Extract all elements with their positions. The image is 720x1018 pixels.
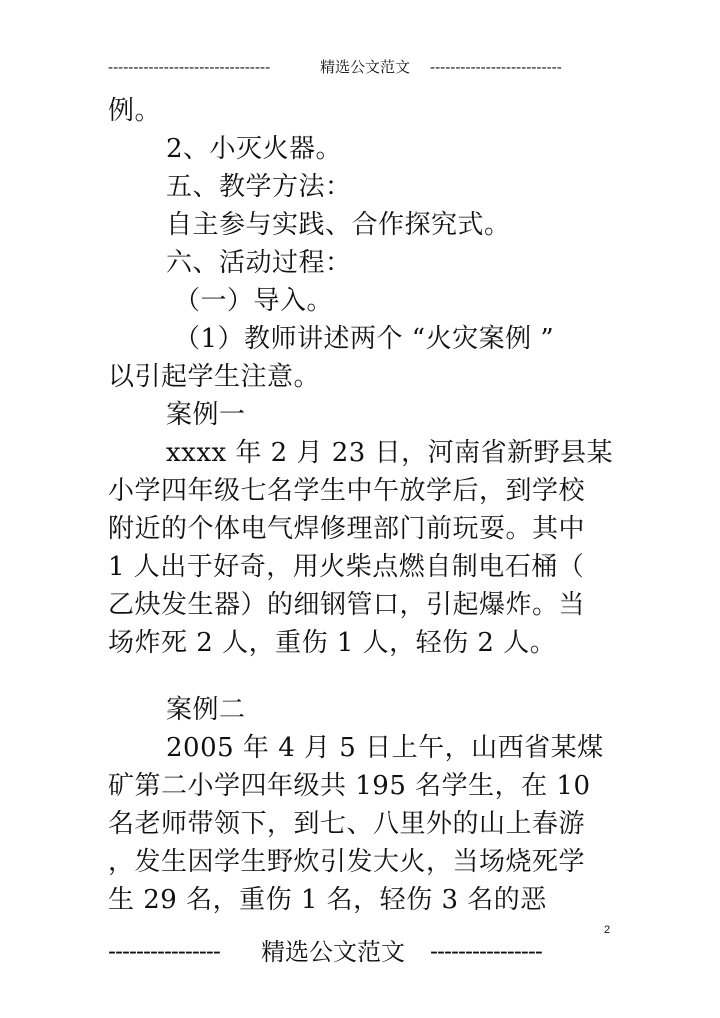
text-line: 生 29 名，重伤 1 名，轻伤 3 名的恶 [108,885,547,915]
header-rule-right: -------------------------- [430,58,562,76]
text-line: 自主参与实践、合作探究式。 [166,210,511,240]
text-line: 1 人出于好奇，用火柴点燃自制电石桶（ [108,552,585,582]
header-rule-left: -------------------------------- [108,58,271,76]
text-line: 以引起学生注意。 [108,362,321,392]
text-line: （1）教师讲述两个 “火灾案例 ” [174,324,555,354]
text-line: 2005 年 4 月 5 日上午，山西省某煤 [166,733,604,763]
text-line: 矿第二小学四年级共 195 名学生，在 10 [108,771,591,801]
page-number: 2 [604,924,611,936]
document-body [108,92,614,919]
text-line: 小学四年级七名学生中午放学后，到学校 [108,476,586,506]
case-heading: 案例一 [166,400,246,430]
text-line: ，发生因学生野炊引发大火，当场烧死学 [108,847,586,877]
text-line: 例。 [108,96,162,126]
text-line: xxxx 年 2 月 23 日，河南省新野县某 [166,438,614,468]
footer-rule-right: ---------------- [430,938,542,965]
text-line: 名老师带领下，到七、八里外的山上春游 [108,809,586,839]
case-heading: 案例二 [166,695,246,725]
footer-rule-left: ---------------- [108,938,220,965]
text-line: 场炸死 2 人，重伤 1 人，轻伤 2 人。 [108,628,557,658]
header-title: 精选公文范文 [320,58,411,76]
footer-title: 精选公文范文 [261,938,405,966]
page-footer [108,936,578,968]
page-header [108,56,588,78]
text-line: 附近的个体电气焊修理部门前玩耍。其中 [108,514,586,544]
section-heading: 六、活动过程： [166,248,352,278]
text-line: 乙炔发生器）的细钢管口，引起爆炸。当 [108,590,586,620]
text-line: 2、小灭火器。 [166,134,343,164]
section-heading: 五、教学方法： [166,172,352,202]
subsection-heading: （一）导入。 [174,286,334,316]
